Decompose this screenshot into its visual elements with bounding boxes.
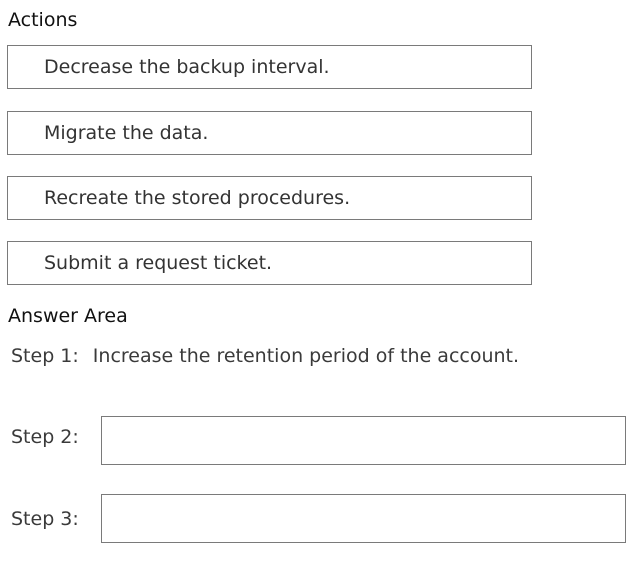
step-1-text: Increase the retention period of the account. (92, 345, 520, 367)
step-3-drop-slot[interactable] (101, 494, 626, 543)
action-item-submit-request-ticket[interactable] (7, 241, 532, 285)
action-item-label: Migrate the data. (44, 122, 209, 144)
action-item-label: Decrease the backup interval. (44, 56, 330, 78)
action-item-recreate-stored-procedures[interactable] (7, 176, 532, 220)
action-item-label: Recreate the stored procedures. (44, 187, 351, 209)
step-3-label: Step 3: (11, 508, 79, 530)
step-1-label: Step 1: (11, 345, 79, 367)
actions-heading: Actions (8, 9, 78, 31)
step-2-label: Step 2: (11, 426, 79, 448)
step-1-row (11, 345, 519, 367)
action-item-migrate-data[interactable] (7, 111, 532, 155)
action-item-decrease-backup-interval[interactable] (7, 45, 532, 89)
step-2-drop-slot[interactable] (101, 416, 626, 465)
answer-area-heading: Answer Area (8, 305, 128, 327)
action-item-label: Submit a request ticket. (44, 252, 273, 274)
